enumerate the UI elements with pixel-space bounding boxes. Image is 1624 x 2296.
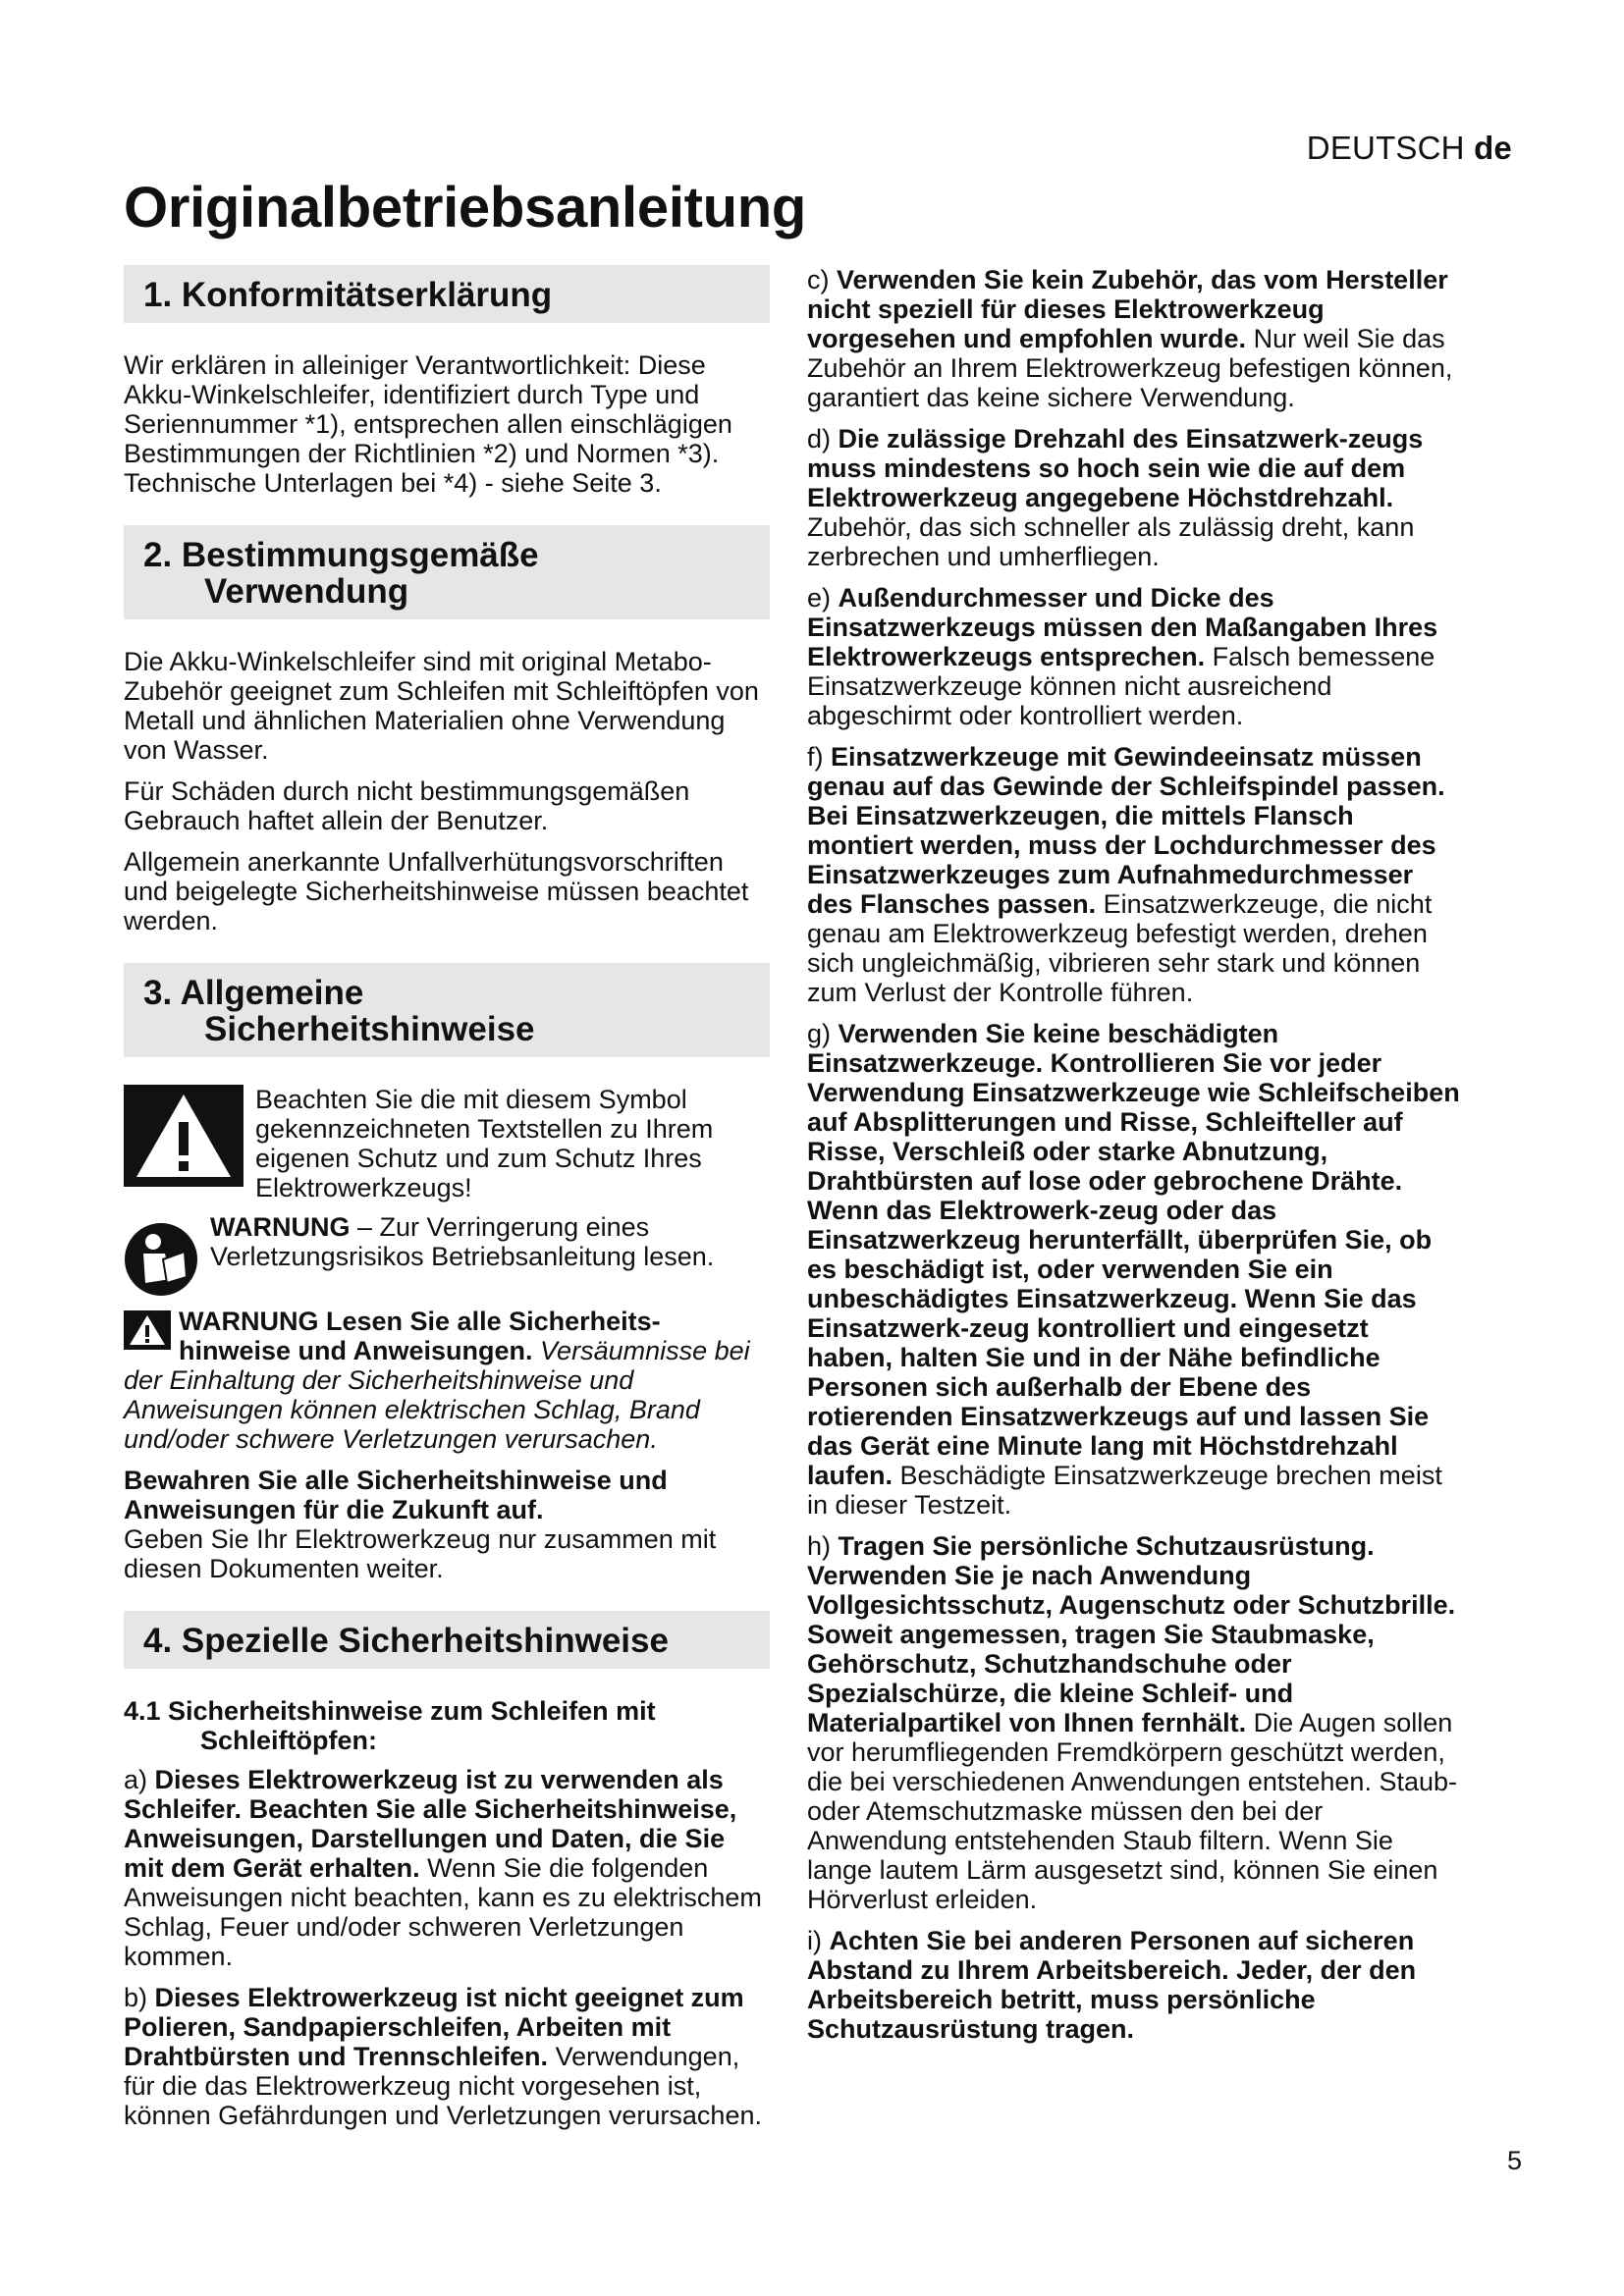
- general-warning: [124, 1307, 770, 1454]
- language-prefix: DEUTSCH: [1306, 130, 1465, 166]
- item-d-bold: Die zulässige Drehzahl des Einsatzwerk-zeugs muss mindestens so hoch sein wie die auf dem Elektrowerkzeug angegebene Höchstdrehzahl.: [807, 424, 1424, 512]
- item-h-text: Die Augen sollen vor herumfliegenden Fremdkörpern geschützt werden, die bei verschiedenen Anwendungen entstehen. Staub- oder Atemschutzmaske müssen den bei der Anwendung entstehenden Staub filtern. Wenn Sie lange lautem Lärm ausgesetzt sind, können Sie einen Hörverlust erleiden.: [807, 1708, 1458, 1914]
- read-manual-rest: – Zur Verringerung eines Verletzungsrisikos Betriebsanleitung lesen.: [210, 1212, 715, 1271]
- subsection-heading-4-1-line1: 4.1 Sicherheitshinweise zum Schleifen mit: [124, 1696, 656, 1726]
- read-manual-bold: WARNUNG: [210, 1212, 351, 1242]
- keep-instructions-text: Geben Sie Ihr Elektrowerkzeug nur zusammen mit diesen Dokumenten weiter.: [124, 1524, 717, 1583]
- item-c: [807, 265, 1461, 412]
- item-a-text: Wenn Sie die folgenden Anweisungen nicht beachten, kann es zu elektrischem Schlag, Feuer und/oder schweren Verletzungen kommen.: [124, 1853, 762, 1971]
- item-g-bold: Verwenden Sie keine beschädigten Einsatzwerkzeuge. Kontrollieren Sie vor jeder Verwendung Einsatzwerkzeuge wie Schleifscheiben auf Absplitterungen und Risse, Schleifteller auf Risse, Verschleiß oder starke Abnutzung, Drahtbürsten auf lose oder gebrochene Drähte. Wenn das Elektrowerk-zeug oder das Einsatzwerkzeug herunterfällt, überprüfen Sie, ob es beschädigt ist, oder verwenden Sie ein unbeschädigtes Einsatzwerkzeug. Wenn Sie das Einsatzwerk-zeug kontrolliert und eingesetzt haben, halten Sie und in der Nähe befindliche Personen sich außerhalb der Ebene des rotierenden Einsatzwerkzeugs auf und lassen Sie das Gerät eine Minute lang mit Höchstdrehzahl laufen.: [807, 1019, 1460, 1490]
- item-g-label: g): [807, 1019, 839, 1048]
- left-column: [124, 265, 770, 2142]
- item-a-label: a): [124, 1765, 155, 1794]
- item-f-text: Einsatzwerkzeuge, die nicht genau am Elektrowerkzeug befestigt werden, drehen sich ungleichmäßig, vibrieren sehr stark und können zum Verlust der Kontrolle führen.: [807, 889, 1433, 1007]
- liability-text: Für Schäden durch nicht bestimmungsgemäßen Gebrauch haftet allein der Benutzer.: [124, 776, 690, 835]
- section-heading-1: 1. Konformitätserklärung: [124, 265, 770, 323]
- section-heading-3-line2: Sicherheitshinweise: [204, 1010, 535, 1048]
- read-manual-text: [210, 1212, 770, 1271]
- item-i: [807, 1926, 1461, 2044]
- item-f: [807, 742, 1461, 1007]
- keep-instructions-bold: [124, 1466, 770, 1524]
- item-h-label: h): [807, 1531, 839, 1561]
- item-h-bold: Tragen Sie persönliche Schutzausrüstung. Verwenden Sie je nach Anwendung Vollgesichtsschutz, Augenschutz oder Schutzbrille. Soweit angemessen, tragen Sie Staubmaske, Gehörschutz, Schutzhandschuhe oder Spezialschürze, die kleine Schleif- und Materialpartikel von Ihnen fernhält.: [807, 1531, 1456, 1737]
- right-column: [807, 265, 1461, 2056]
- item-c-label: c): [807, 265, 837, 294]
- page-title: Originalbetriebsanleitung: [124, 176, 807, 240]
- section-heading-4: 4. Spezielle Sicherheitshinweise: [124, 1611, 770, 1669]
- item-i-label: i): [807, 1926, 830, 1955]
- page-number: 5: [1506, 2146, 1522, 2175]
- item-e: [807, 583, 1461, 730]
- warning-symbol-row: [124, 1085, 770, 1202]
- section-heading-2: [124, 525, 770, 619]
- item-d-label: d): [807, 424, 839, 454]
- item-c-bold: Verwenden Sie kein Zubehör, das vom Hersteller nicht speziell für dieses Elektrowerkzeug vorgesehen und empfohlen wurde.: [807, 265, 1448, 353]
- item-b-bold: Dieses Elektrowerkzeug ist nicht geeignet zum Polieren, Sandpapierschleifen, Arbeiten mit Drahtbürsten und Trennschleifen.: [124, 1983, 744, 2071]
- small-warning-icon: [124, 1310, 171, 1350]
- section-heading-2-line2: Verwendung: [204, 572, 409, 611]
- section-heading-3-line1: 3. Allgemeine: [143, 974, 364, 1012]
- subsection-heading-4-1-line2: Schleiftöpfen:: [200, 1726, 377, 1755]
- section-heading-3: [124, 963, 770, 1057]
- item-g-text: Beschädigte Einsatzwerkzeuge brechen meist in dieser Testzeit.: [807, 1461, 1442, 1520]
- item-b-label: b): [124, 1983, 155, 2012]
- warning-symbol-text: Beachten Sie die mit diesem Symbol gekennzeichneten Textstellen zu Ihrem eigenen Schutz und zum Schutz Ihres Elektrowerkzeugs!: [255, 1085, 714, 1202]
- read-manual-icon: [124, 1222, 198, 1297]
- item-f-bold: Einsatzwerkzeuge mit Gewindeeinsatz müssen genau auf das Gewinde der Schleifspindel passen. Bei Einsatzwerkzeugen, die mittels Flansch montiert werden, muss der Lochdurchmesser des Einsatzwerkzeuges zum Aufnahmedurchmesser des Flansches passen.: [807, 742, 1445, 919]
- item-b: [124, 1983, 770, 2130]
- warning-triangle-icon: [124, 1085, 244, 1187]
- conformity-text: Wir erklären in alleiniger Verantwortlichkeit: Diese Akku-Winkelschleifer, identifiziert durch Type und Seriennummer *1), entsprechen allen einschlägigen Bestimmungen der Richtlinien *2) und Normen *3). Technische Unterlagen bei *4) - siehe Seite 3.: [124, 350, 732, 498]
- language-code: de: [1474, 130, 1512, 166]
- item-h: [807, 1531, 1461, 1914]
- language-label: [1307, 130, 1512, 167]
- item-e-text: Falsch bemessene Einsatzwerkzeuge können nicht ausreichend abgeschirmt oder kontrolliert werden.: [807, 642, 1435, 730]
- keep-instructions-heading: Bewahren Sie alle Sicherheitshinweise und Anweisungen für die Zukunft auf.: [124, 1466, 668, 1524]
- item-a-bold: Dieses Elektrowerkzeug ist zu verwenden als Schleifer. Beachten Sie alle Sicherheitshinweise, Anweisungen, Darstellungen und Daten, die Sie mit dem Gerät erhalten.: [124, 1765, 737, 1883]
- subsection-heading-4-1: [124, 1696, 770, 1755]
- item-b-text: Verwendungen, für die das Elektrowerkzeug nicht vorgesehen ist, können Gefährdungen und Verletzungen verursachen.: [124, 2042, 762, 2130]
- general-warning-italic: Versäumnisse bei der Einhaltung der Sicherheitshinweise und Anweisungen können elektrischen Schlag, Brand und/oder schwere Verletzungen verursachen.: [124, 1336, 750, 1454]
- read-manual-row: [124, 1212, 770, 1297]
- item-i-bold: Achten Sie bei anderen Personen auf sicheren Abstand zu Ihrem Arbeitsbereich. Jeder, der den Arbeitsbereich betritt, muss persönliche Schutzausrüstung tragen.: [807, 1926, 1417, 2044]
- item-d-text: Zubehör, das sich schneller als zulässig dreht, kann zerbrechen und umherfliegen.: [807, 512, 1415, 571]
- general-warning-bold: WARNUNG Lesen Sie alle Sicherheits-hinweise und Anweisungen.: [179, 1307, 661, 1365]
- intended-use-text: Die Akku-Winkelschleifer sind mit original Metabo-Zubehör geeignet zum Schleifen mit Schleiftöpfen von Metall und ähnlichen Materialien ohne Verwendung von Wasser.: [124, 647, 759, 765]
- item-a: [124, 1765, 770, 1971]
- item-e-label: e): [807, 583, 839, 613]
- item-f-label: f): [807, 742, 831, 772]
- item-e-bold: Außendurchmesser und Dicke des Einsatzwerkzeugs müssen den Maßangaben Ihres Elektrowerkzeugs entsprechen.: [807, 583, 1438, 671]
- item-g: [807, 1019, 1461, 1520]
- section-heading-2-line1: 2. Bestimmungsgemäße: [143, 536, 539, 574]
- item-d: [807, 424, 1461, 571]
- item-c-text: Nur weil Sie das Zubehör an Ihrem Elektrowerkzeug befestigen können, garantiert das keine sichere Verwendung.: [807, 324, 1453, 412]
- regulations-text: Allgemein anerkannte Unfallverhütungsvorschriften und beigelegte Sicherheitshinweise müssen beachtet werden.: [124, 847, 749, 935]
